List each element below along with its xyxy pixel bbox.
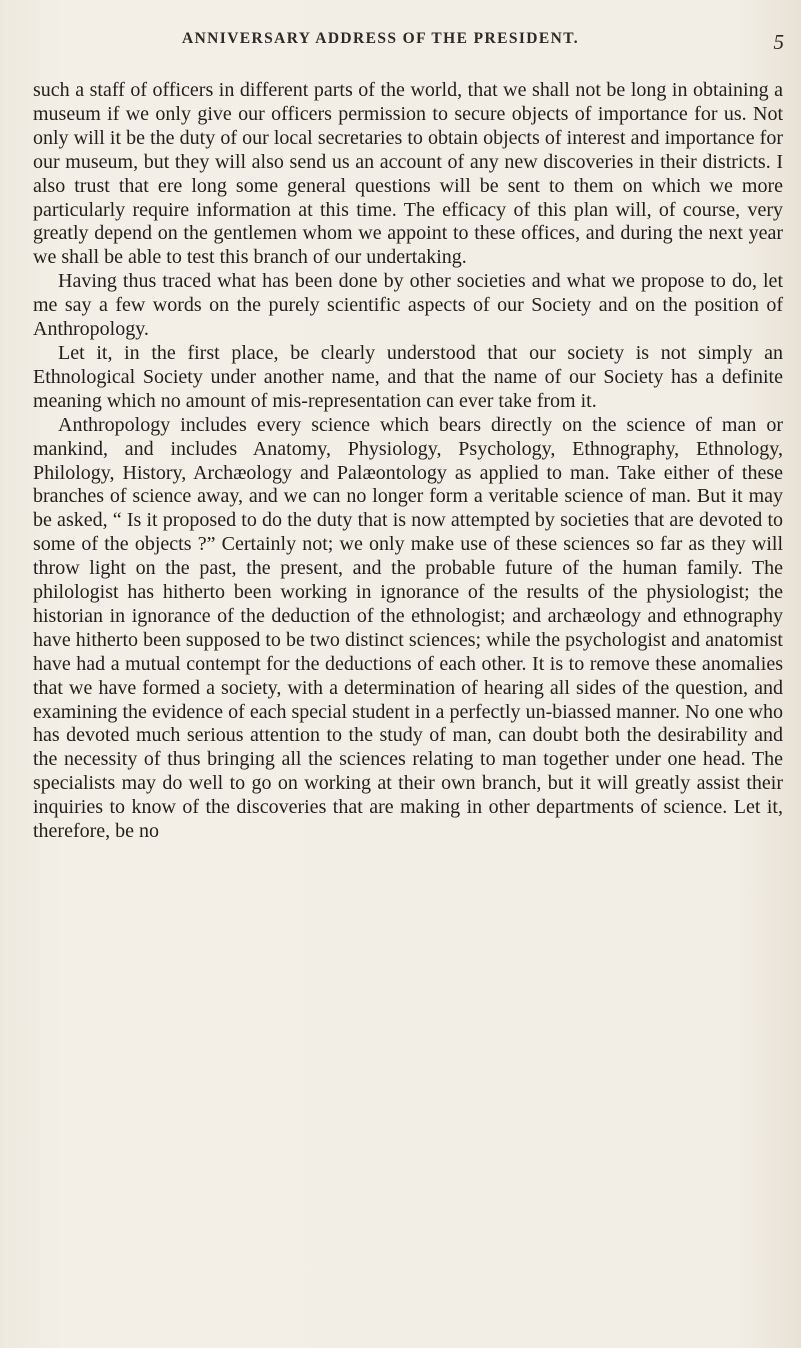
page-number: 5 — [773, 30, 784, 54]
running-head: ANNIVERSARY ADDRESS OF THE PRESIDENT. — [182, 30, 580, 47]
paragraph-society-name: Let it, in the first place, be clearly understood that our society is not simply an Ethnological Society under another name, and that the name of our Society has a definite meaning which no amount of mis-representation can ever take from it. — [33, 341, 783, 412]
paragraph-continuation: such a staff of officers in different parts of the world, that we shall not be long in obtaining a museum if we only give our officers permission to secure objects of importance for us. Not only will it be the duty of our local secretaries to obtain objects of interest and importance for our museum, but they will also send us an account of any new discoveries in their districts. I also trust that ere long some general questions will be sent to them on which we more particularly require information at this time. The efficacy of this plan will, of course, very greatly depend on the gentlemen whom we appoint to these offices, and during the next year we shall be able to test this branch of our undertaking. — [33, 79, 783, 269]
paragraph-anthropology-scope: Anthropology includes every science which bears directly on the science of man or mankind, and includes Anatomy, Physiology, Psychology, Ethnography, Ethnology, Philology, History, Archæology and Palæontology as applied to man. Take either of these branches of science away, and we can no longer form a veritable science of man. But it may be asked, “ Is it proposed to do the duty that is now attempted by societies that are devoted to some of the objects ?” Certainly not; we only make use of these sciences so far as they will throw light on the past, the present, and the probable future of the human family. The philologist has hitherto been working in ignorance of the results of the physiologist; the historian in ignorance of the deduction of the ethnologist; and archæology and ethnography have hitherto been supposed to be two distinct sciences; while the psychologist and anatomist have had a mutual contempt for the deductions of each other. It is to remove these anomalies that we have formed a society, with a determination of hearing all sides of the question, and examining the evidence of each special student in a perfectly un-biassed manner. No one who has devoted much serious attention to the study of man, can doubt both the desirability and the necessity of thus bringing all the sciences relating to man together under one head. The specialists may do well to go on working at their own branch, but it will greatly assist their inquiries to know of the discoveries that are making in other departments of science. Let it, therefore, be no — [33, 413, 783, 843]
page-header — [66, 30, 784, 54]
paragraph-transition: Having thus traced what has been done by other societies and what we propose to do, let me say a few words on the purely scientific aspects of our Society and on the position of Anthropology. — [33, 270, 783, 341]
body-text — [33, 79, 783, 844]
